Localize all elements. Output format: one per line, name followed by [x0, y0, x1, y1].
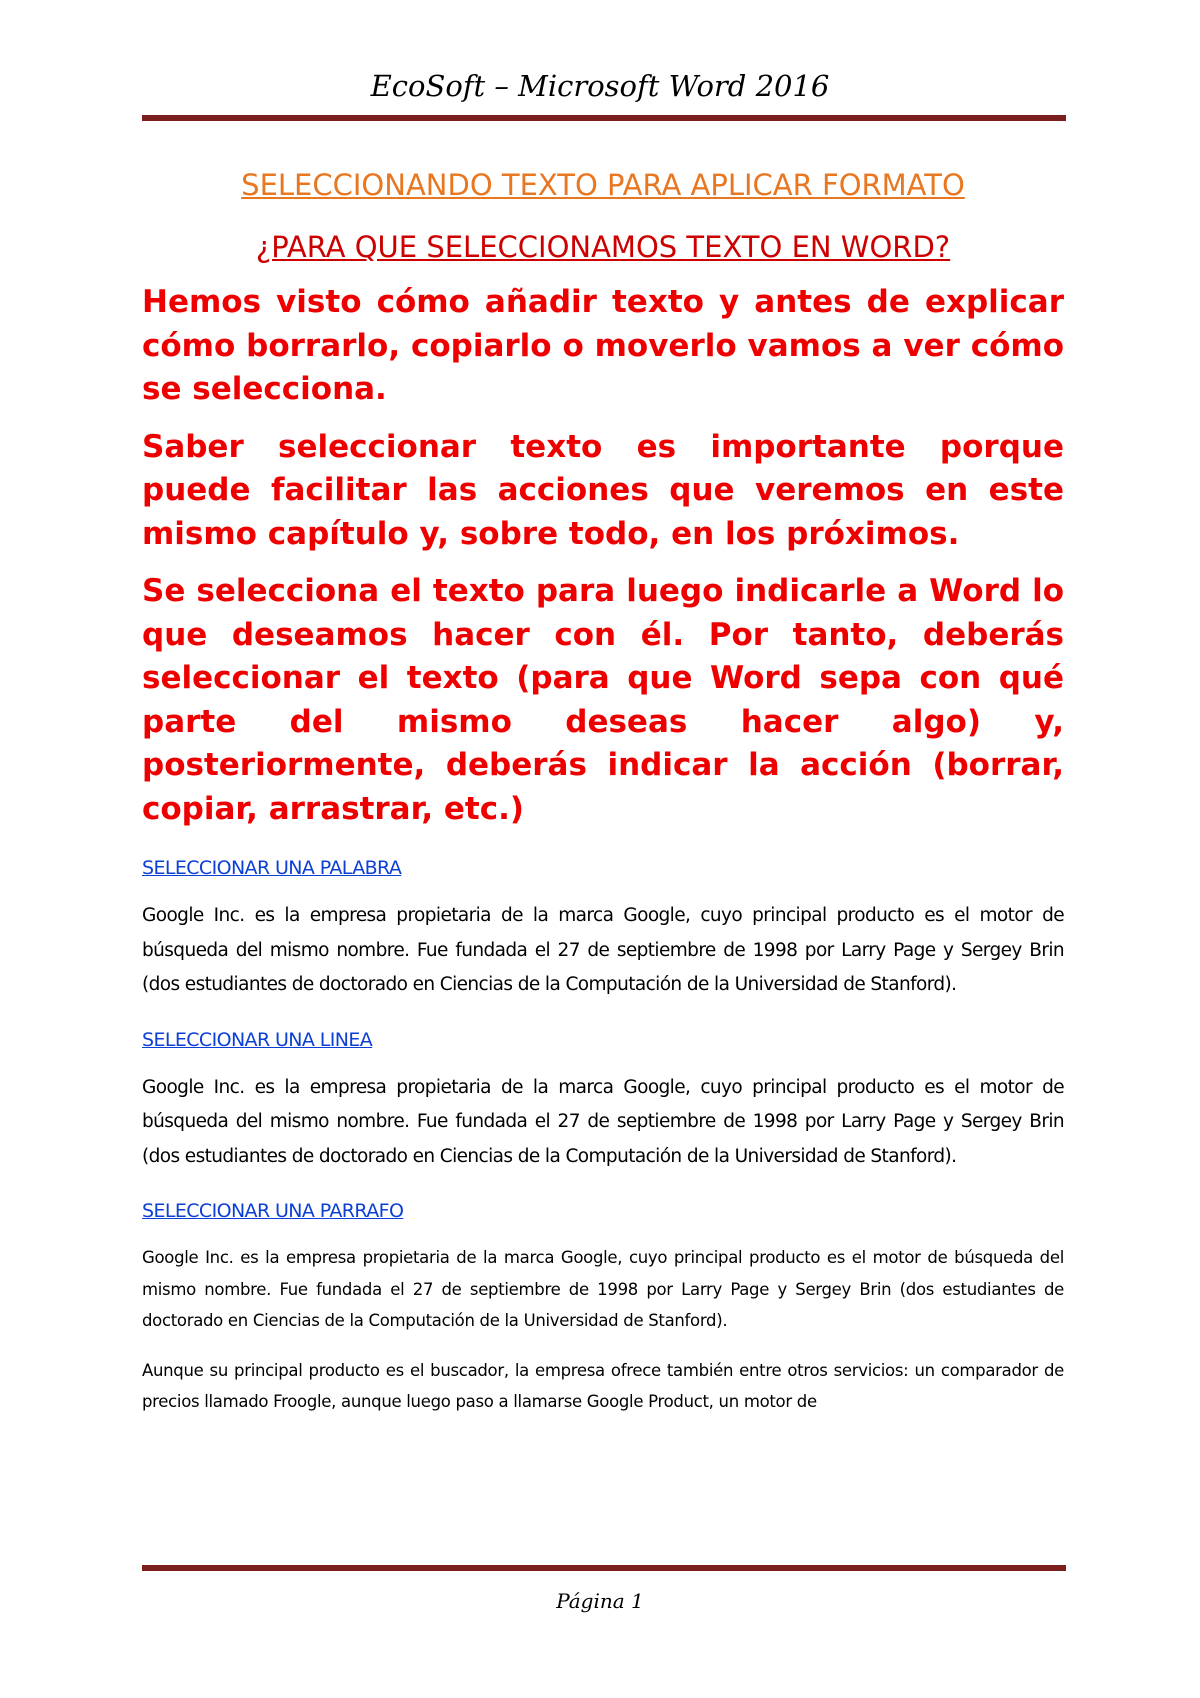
page-header: EcoSoft – Microsoft Word 2016	[370, 69, 830, 103]
section-heading-parrafo[interactable]: SELECCIONAR UNA PARRAFO	[142, 1200, 404, 1222]
section-text-parrafo: Google Inc. es la empresa propietaria de la marca Google, cuyo principal producto es el motor de búsqueda del mismo nombre. Fue fundada el 27 de septiembre de 1998 por Larry Page y Sergey Brin (dos estudiantes de doctorado en Ciencias de la Computación de la Universidad de Stanford).	[142, 1248, 1064, 1330]
section-text-parrafo-2: Aunque su principal producto es el buscador, la empresa ofrece también entre otros servicios: un comparador de precios llamado Froogle, aunque luego paso a llamarse Google Product, un motor de	[142, 1360, 1064, 1411]
page-number: Página 1	[556, 1589, 644, 1613]
intro-paragraph-3: Se selecciona el texto para luego indicarle a Word lo que deseamos hacer con él. Por tanto, deberás seleccionar el texto (para que Word sepa con qué parte del mismo deseas hacer algo) y, posteriormente, deberás indicar la acción (borrar, copiar, arrastrar, etc.)	[142, 573, 1064, 827]
footer-rule	[142, 1565, 1066, 1571]
header-rule	[142, 115, 1066, 121]
section-heading-linea[interactable]: SELECCIONAR UNA LINEA	[142, 1028, 373, 1051]
document-body	[142, 165, 1064, 1418]
question-heading: ¿PARA QUE SELECCIONAMOS TEXTO EN WORD?	[255, 230, 951, 264]
section-text-palabra: Google Inc. es la empresa propietaria de la marca Google, cuyo principal producto es el motor de búsqueda del mismo nombre. Fue fundada el 27 de septiembre de 1998 por Larry Page y Sergey Brin (dos estudiantes de doctorado en Ciencias de la Computación de la Universidad de Stanford).	[142, 905, 1064, 995]
intro-paragraph-2: Saber seleccionar texto es importante porque puede facilitar las acciones que veremos en este mismo capítulo y, sobre todo, en los próximos.	[142, 428, 1064, 552]
section-heading-palabra[interactable]: SELECCIONAR UNA PALABRA	[142, 857, 402, 879]
section-text-linea: Google Inc. es la empresa propietaria de la marca Google, cuyo principal producto es el motor de búsqueda del mismo nombre. Fue fundada el 27 de septiembre de 1998 por Larry Page y Sergey Brin (dos estudiantes de doctorado en Ciencias de la Computación de la Universidad de Stanford).	[142, 1076, 1064, 1167]
intro-paragraph-1: Hemos visto cómo añadir texto y antes de explicar cómo borrarlo, copiarlo o moverlo vamos a ver cómo se selecciona.	[142, 284, 1064, 407]
document-title: SELECCIONANDO TEXTO PARA APLICAR FORMATO	[241, 168, 965, 202]
